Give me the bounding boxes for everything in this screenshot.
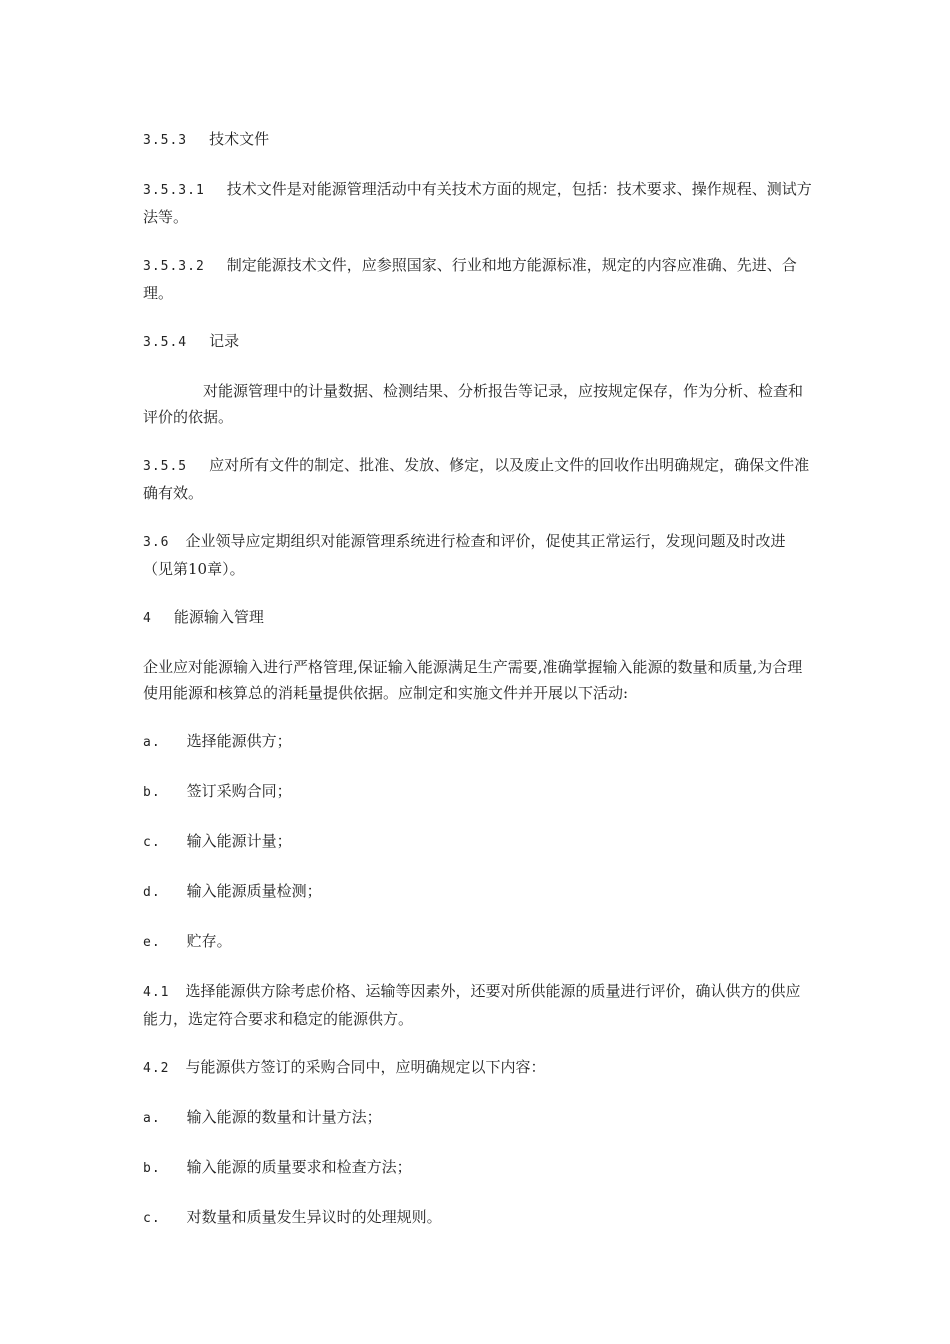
section-heading-4 — [143, 604, 815, 632]
records-paragraph — [143, 378, 815, 430]
clause-number: 3.5.3.2 — [143, 259, 205, 274]
clause-4-1 — [143, 978, 815, 1032]
clause-text: 选择能源供方除考虑价格、运输等因素外，还要对所供能源的质量进行评价，确认供方的供应能力，选定符合要求和稳定的能源供方。 — [143, 982, 801, 1028]
clause-number: 3.5.3.1 — [143, 183, 205, 198]
clause-number: 4.1 — [143, 985, 170, 1000]
clause-3-5-5 — [143, 452, 815, 506]
section-number: 4 — [143, 611, 152, 626]
contract-content-list — [143, 1104, 815, 1232]
list-item-text: 输入能源计量； — [186, 832, 292, 850]
list-item-text: 输入能源的数量和计量方法； — [186, 1108, 382, 1126]
list-item — [143, 728, 815, 756]
clause-number: 4.2 — [143, 1061, 170, 1076]
list-marker: a. — [143, 735, 161, 750]
list-item — [143, 928, 815, 956]
list-item-text: 输入能源质量检测； — [186, 882, 322, 900]
list-item-text: 对数量和质量发生异议时的处理规则。 — [186, 1208, 442, 1226]
activity-list — [143, 728, 815, 956]
list-item — [143, 828, 815, 856]
section-number: 3.5.3 — [143, 133, 188, 148]
clause-3-6 — [143, 528, 815, 582]
list-marker: a. — [143, 1111, 161, 1126]
intro-paragraph — [143, 654, 815, 706]
clause-number: 3.5.5 — [143, 459, 188, 474]
paragraph-text: 对能源管理中的计量数据、检测结果、分析报告等记录，应按规定保存，作为分析、检查和评价的依据。 — [143, 382, 804, 426]
list-item-text: 签订采购合同； — [186, 782, 292, 800]
clause-number: 3.6 — [143, 535, 170, 550]
list-item — [143, 1204, 815, 1232]
list-item — [143, 1154, 815, 1182]
list-item-text: 输入能源的质量要求和检查方法； — [186, 1158, 412, 1176]
list-item — [143, 878, 815, 906]
list-marker: c. — [143, 1211, 161, 1226]
list-marker: c. — [143, 835, 161, 850]
clause-text: 制定能源技术文件，应参照国家、行业和地方能源标准，规定的内容应准确、先进、合理。 — [143, 256, 797, 302]
document-page — [143, 126, 815, 1254]
clause-4-2 — [143, 1054, 815, 1082]
list-item-text: 选择能源供方； — [186, 732, 292, 750]
section-number: 3.5.4 — [143, 335, 188, 350]
list-item — [143, 778, 815, 806]
list-item — [143, 1104, 815, 1132]
list-marker: e. — [143, 935, 161, 950]
clause-3-5-3-2 — [143, 252, 815, 306]
clause-3-5-3-1 — [143, 176, 815, 230]
list-marker: b. — [143, 785, 161, 800]
section-title: 能源输入管理 — [173, 608, 264, 626]
list-marker: b. — [143, 1161, 161, 1176]
paragraph-text: 企业应对能源输入进行严格管理,保证输入能源满足生产需要,准确掌握输入能源的数量和质量,为合理使用能源和核算总的消耗量提供依据。应制定和实施文件并开展以下活动: — [143, 658, 803, 702]
clause-text: 企业领导应定期组织对能源管理系统进行检查和评价，促使其正常运行，发现问题及时改进（见第10章）。 — [143, 532, 786, 578]
clause-text: 技术文件是对能源管理活动中有关技术方面的规定，包括：技术要求、操作规程、测试方法等。 — [143, 180, 812, 226]
section-title: 记录 — [209, 332, 240, 350]
section-heading-3-5-4 — [143, 328, 815, 356]
section-title: 技术文件 — [209, 130, 270, 148]
clause-text: 与能源供方签订的采购合同中，应明确规定以下内容： — [185, 1058, 546, 1076]
section-heading-3-5-3 — [143, 126, 815, 154]
list-marker: d. — [143, 885, 161, 900]
list-item-text: 贮存。 — [186, 932, 232, 950]
clause-text: 应对所有文件的制定、批准、发放、修定，以及废止文件的回收作出明确规定，确保文件准确有效。 — [143, 456, 810, 502]
